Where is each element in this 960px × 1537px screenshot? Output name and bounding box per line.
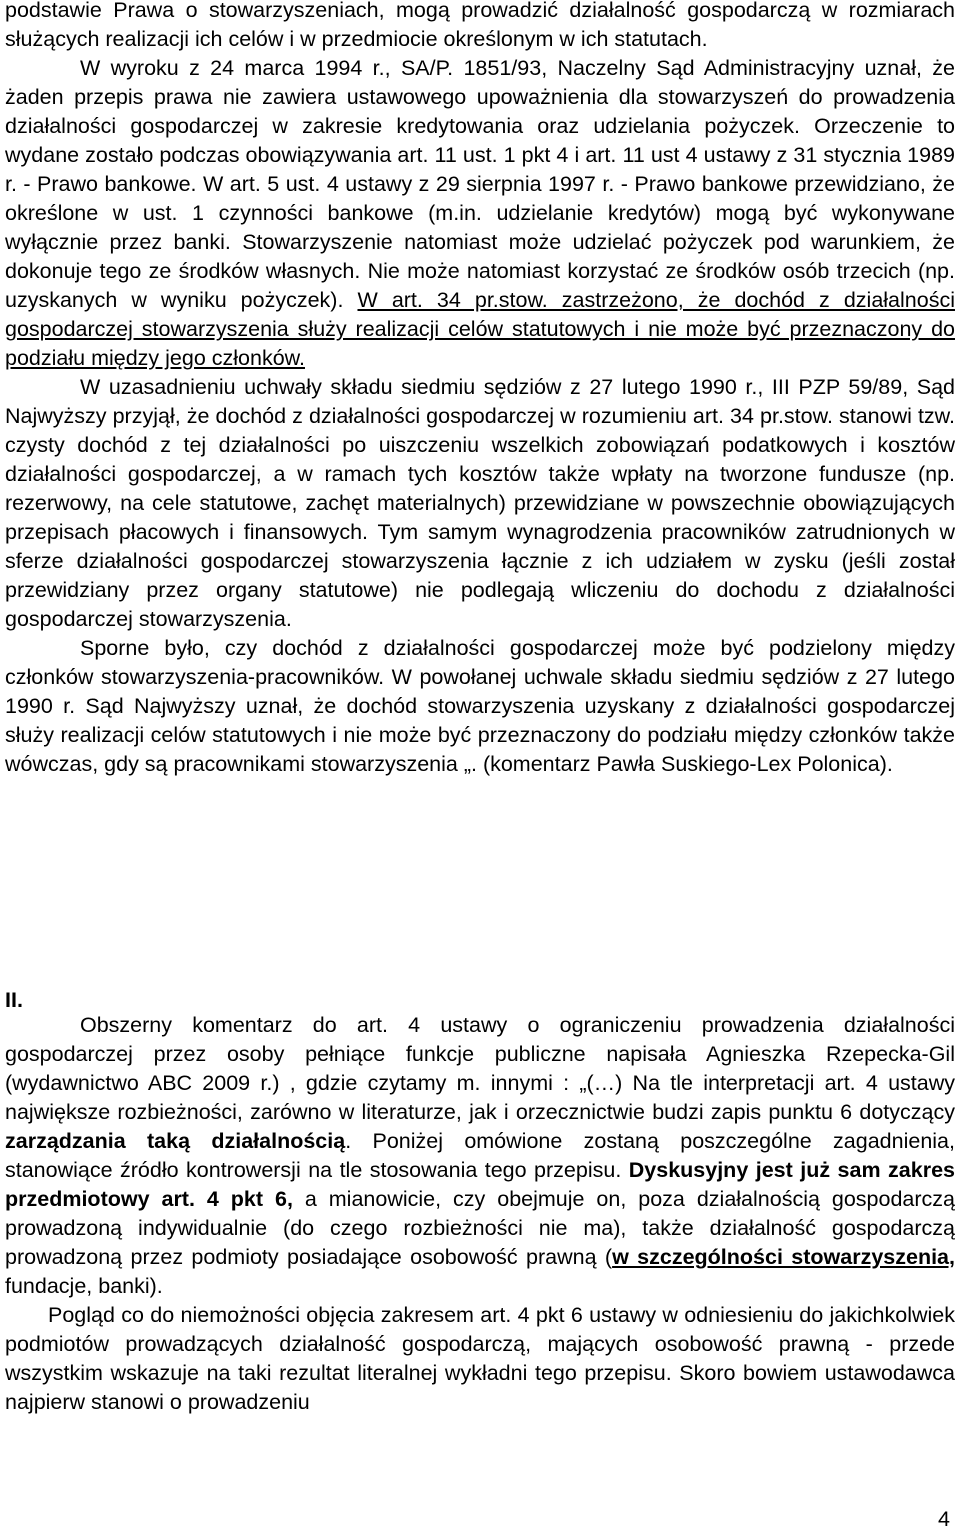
paragraph-5-text-c: a mianowicie, czy obejmuje on, poza działalnością gospodarczą prowadzoną indywidualnie (do czego rozbieżności nie ma), także działalność gospodarczą prowadzoną przez podmioty posiadające osobowość prawną ( [5, 1187, 955, 1269]
paragraph-2 [5, 54, 955, 373]
paragraph-2-underlined: W art. 34 pr.stow. zastrzeżono, że dochód z działalności gospodarczej stowarzyszenia służy realizacji celów statutowych i nie może być przeznaczony do podziału między jego członków. [5, 288, 955, 370]
page-number: 4 [938, 1507, 950, 1531]
paragraph-3: W uzasadnieniu uchwały składu siedmiu sędziów z 27 lutego 1990 r., III PZP 59/89, Sąd Najwyższy przyjął, że dochód z działalności gospodarczej w rozumieniu art. 34 pr.stow. stanowi tzw. czysty dochód z tej działalności po uiszczeniu wszelkich zobowiązań podatkowych i kosztów działalności gospodarczej, a w ramach tych kosztów także wpłaty na tworzone fundusze (np. rezerwowy, na cele statutowe, zachęt materialnych) przewidziane w powszechnie obowiązujących przepisach płacowych i finansowych. Tym samym wynagrodzenia pracowników zatrudnionych w sferze działalności gospodarczej stowarzyszenia łącznie z ich udziałem w zysku (jeśli został przewidziany przez organy statutowe) nie podlegają wliczeniu do dochodu z działalności gospodarczej stowarzyszenia. [5, 375, 955, 631]
text-block-top [5, 0, 955, 779]
paragraph-2-text: W wyroku z 24 marca 1994 r., SA/P. 1851/93, Naczelny Sąd Administracyjny uznał, że żaden przepis prawa nie zawiera ustawowego upoważnienia dla stowarzyszeń do prowadzenia działalności gospodarczej w zakresie kredytowania oraz udzielania pożyczek. Orzeczenie to wydane zostało podczas obowiązywania art. 11 ust. 1 pkt 4 i art. 11 ust 4 ustawy z 31 stycznia 1989 r. - Prawo bankowe. W art. 5 ust. 4 ustawy z 29 sierpnia 1997 r. - Prawo bankowe przewidziano, że określone w ust. 1 czynności bankowe (m.in. udzielanie kredytów) mogą być wykonywane wyłącznie przez banki. Stowarzyszenie natomiast może udzielać pożyczek pod warunkiem, że dokonuje tego ze środków własnych. Nie może natomiast korzystać ze środków osób trzecich (np. uzyskanych w wyniku pożyczek). [5, 56, 955, 312]
paragraph-5-text-b: . Poniżej omówione zostaną poszczególne zagadnienia, stanowiące źródło kontrowersji na tle stosowania tego przepisu. [5, 1129, 955, 1182]
paragraph-1: podstawie Prawa o stowarzyszeniach, mogą prowadzić działalność gospodarczą w rozmiarach służących realizacji ich celów i w przedmiocie określonym w ich statutach. [5, 0, 955, 51]
paragraph-5-bold-1: zarządzania taką działalnością [5, 1129, 346, 1153]
paragraph-6: Pogląd co do niemożności objęcia zakresem art. 4 pkt 6 ustawy w odniesieniu do jakichkolwiek podmiotów prowadzących działalność gospodarczą, mających osobowość prawną - przede wszystkim wskazuje na taki rezultat literalnej wykładni tego przepisu. Skoro bowiem ustawodawca najpierw stanowi o prowadzeniu [5, 1303, 955, 1414]
paragraph-5-bold-2: Dyskusyjny jest już sam zakres przedmiotowy art. 4 pkt 6, [5, 1158, 955, 1211]
paragraph-5-text-d: fundacje, banki). [5, 1274, 163, 1298]
text-block-bottom [5, 1011, 955, 1417]
paragraph-5-text-a: Obszerny komentarz do art. 4 ustawy o ograniczeniu prowadzenia działalności gospodarczej przez osoby pełniące funkcje publiczne napisała Agnieszka Rzepecka-Gil (wydawnictwo ABC 2009 r.) , gdzie czytamy m. innymi : „(…) Na tle interpretacji art. 4 ustawy największe rozbieżności, zarówno w literaturze, jak i orzecznictwie budzi zapis punktu 6 dotyczący [5, 1013, 955, 1124]
paragraph-5 [5, 1011, 955, 1301]
paragraph-5-bold-underlined: w szczególności stowarzyszenia, [612, 1245, 955, 1269]
section-number: II. [5, 988, 23, 1012]
paragraph-4: Sporne było, czy dochód z działalności gospodarczej może być podzielony między członków stowarzyszenia-pracowników. W powołanej uchwale składu siedmiu sędziów z 27 lutego 1990 r. Sąd Najwyższy uznał, że dochód stowarzyszenia uzyskany z działalności gospodarczej służy realizacji celów statutowych i nie może być przeznaczony do podziału między członków także wówczas, gdy są pracownikami stowarzyszenia „. (komentarz Pawła Suskiego-Lex Polonica). [5, 636, 955, 776]
